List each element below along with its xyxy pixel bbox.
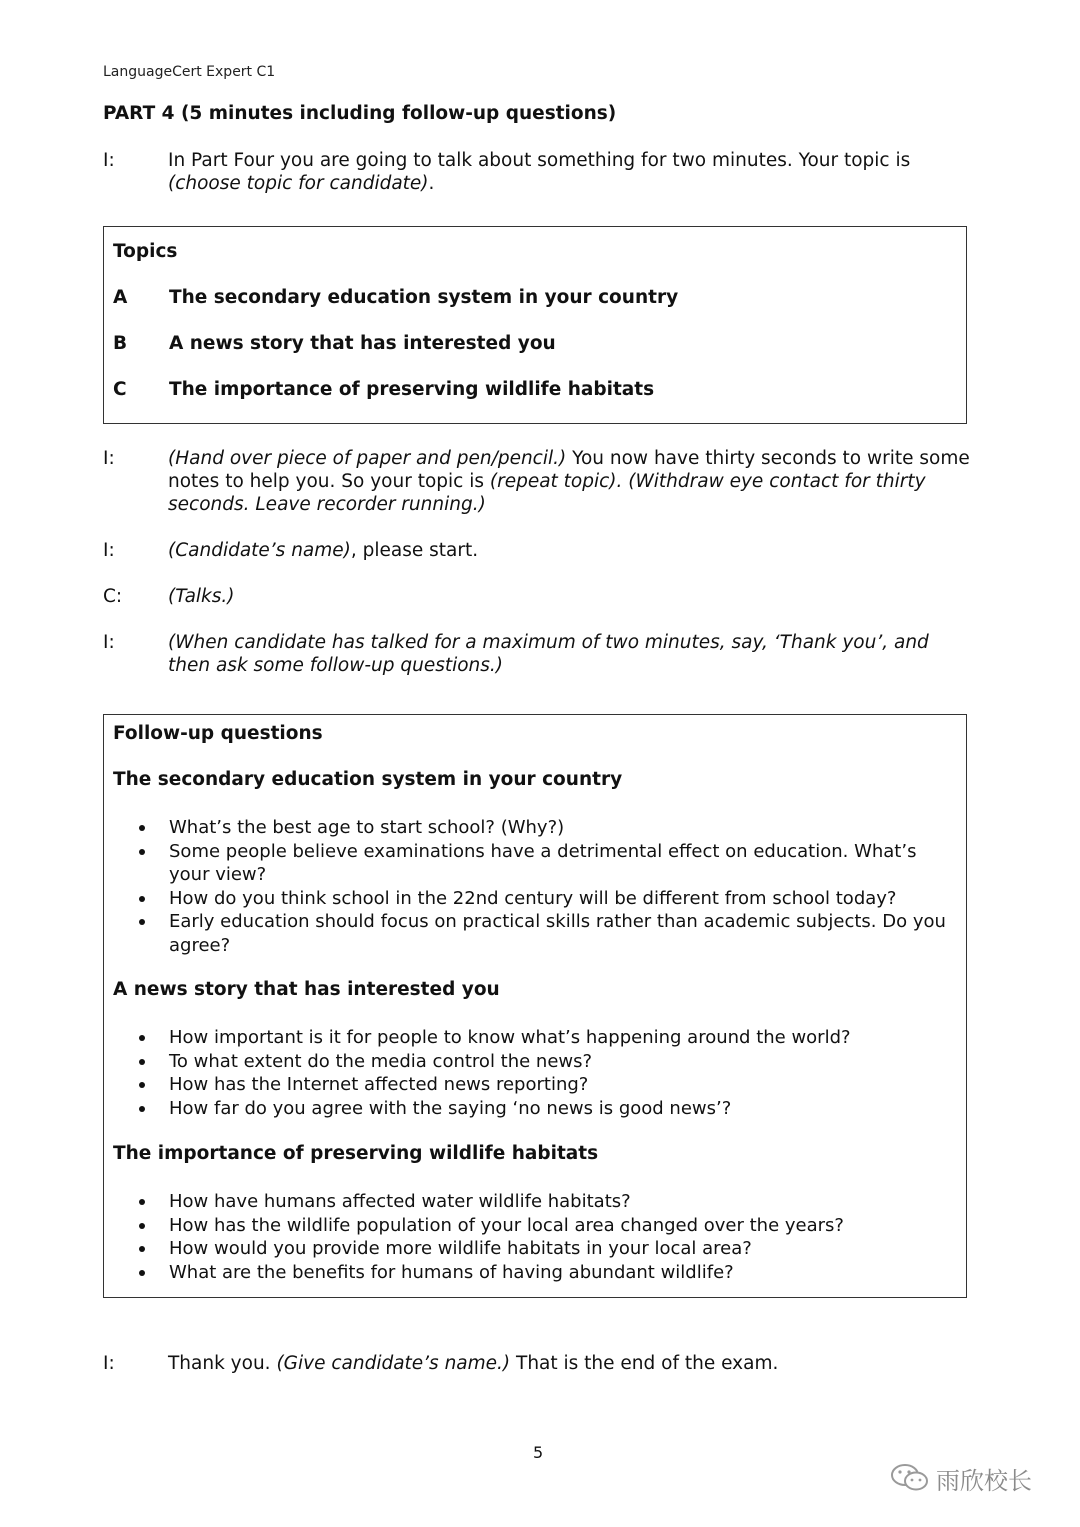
instruction-text: (Candidate’s name), please start. [168, 540, 479, 561]
list-item: How far do you agree with the saying ‘no news is good news’? [104, 1097, 954, 1121]
document-header: LanguageCert Expert C1 [103, 64, 276, 80]
watermark [890, 1458, 1032, 1498]
question-list [104, 1026, 954, 1120]
list-item: To what extent do the media control the news? [104, 1050, 954, 1074]
followup-heading: Follow-up questions [113, 723, 323, 744]
list-item: How important is it for people to know what’s happening around the world? [104, 1026, 954, 1050]
speaker-label: I: [103, 448, 115, 469]
list-item: How have humans affected water wildlife habitats? [104, 1190, 954, 1214]
question-list [104, 816, 954, 957]
speaker-label: I: [103, 540, 115, 561]
question-list [104, 1190, 954, 1284]
closing-text: Thank you. (Give candidate’s name.) That is the end of the exam. [168, 1353, 779, 1374]
part-title: PART 4 (5 minutes including follow-up questions) [103, 103, 617, 124]
instruction-text: (When candidate has talked for a maximum of two minutes, say, ‘Thank you’, and then ask some follow-up questions.) [168, 632, 929, 676]
list-item: How do you think school in the 22nd century will be different from school today? [104, 887, 954, 911]
followup-section-title: The secondary education system in your country [113, 769, 623, 790]
wechat-icon [890, 1463, 930, 1493]
topics-heading: Topics [113, 241, 178, 262]
list-item: How has the wildlife population of your local area changed over the years? [104, 1214, 954, 1238]
list-item: Early education should focus on practical skills rather than academic subjects. Do you agree? [104, 910, 954, 957]
watermark-text: 雨欣校长 [936, 1466, 1032, 1495]
instruction-text: (Talks.) [168, 586, 235, 607]
speaker-label: I: [103, 150, 115, 171]
speaker-label: I: [103, 1353, 115, 1374]
followup-section-title: A news story that has interested you [113, 979, 500, 1000]
list-item: What are the benefits for humans of having abundant wildlife? [104, 1261, 954, 1285]
list-item: How would you provide more wildlife habitats in your local area? [104, 1237, 954, 1261]
speaker-label: I: [103, 632, 115, 653]
speaker-label: C: [103, 586, 123, 607]
instruction-text: (Hand over piece of paper and pen/pencil.) You now have thirty seconds to write some notes to help you. So your topic is (repeat topic). (Withdraw eye contact for thirty seconds. Leave recorder running.) [168, 448, 970, 515]
list-item: Some people believe examinations have a detrimental effect on education. What’s your view? [104, 840, 954, 887]
intro-text: In Part Four you are going to talk about something for two minutes. Your topic is (choose topic for candidate). [168, 150, 911, 194]
topics-box: Topics A The secondary education system in your country B A news story that has interested you C The importance of preserving wildlife habitats [103, 226, 967, 424]
list-item: How has the Internet affected news reporting? [104, 1073, 954, 1097]
followup-box [103, 714, 967, 1298]
page-number: 5 [533, 1443, 544, 1462]
list-item: What’s the best age to start school? (Why?) [104, 816, 954, 840]
followup-section-title: The importance of preserving wildlife habitats [113, 1143, 599, 1164]
